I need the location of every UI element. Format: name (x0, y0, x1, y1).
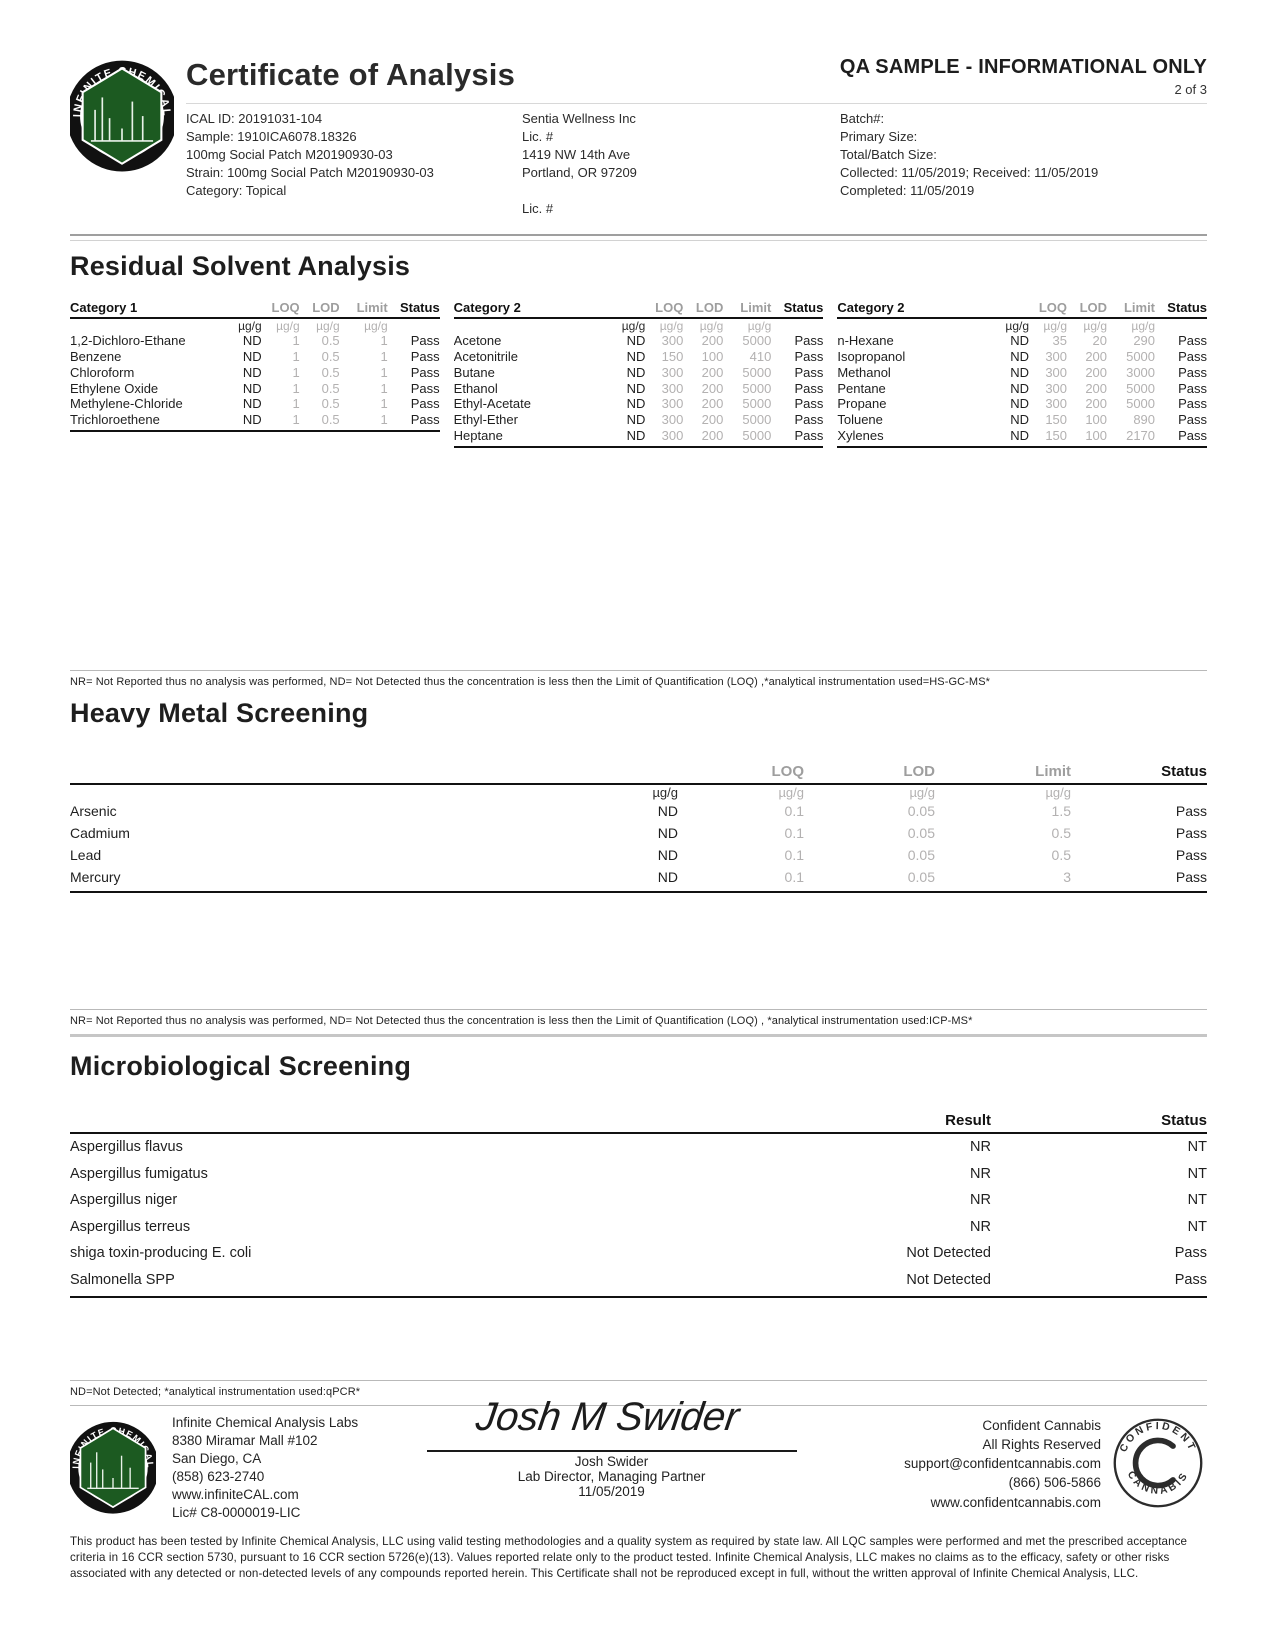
status-value: Pass (410, 396, 440, 412)
lab-contact-info (172, 1414, 422, 1522)
cc-logo-top-text: CONFIDENT (1118, 1421, 1198, 1455)
analyte-name: Ethylene Oxide (70, 380, 159, 396)
svg-text:CONFIDENT (1118, 1421, 1198, 1454)
confident-cannabis-line: Confident Cannabis (982, 1418, 1101, 1434)
result-value: ND (1010, 428, 1030, 444)
result-value: ND (242, 396, 262, 412)
status-value: Pass (1175, 847, 1207, 864)
result-value: ND (1010, 412, 1030, 428)
microbiological-row (70, 1134, 1207, 1161)
column-header-loq: LOQ (271, 300, 300, 315)
loq-value: 300 (661, 412, 684, 428)
qa-banner: QA SAMPLE - INFORMATIONAL ONLY (839, 56, 1207, 78)
loq-value: 0.1 (784, 847, 804, 864)
confident-cannabis-info (802, 1416, 1101, 1512)
loq-value: 150 (1045, 412, 1068, 428)
limit-value: 5000 (742, 396, 772, 412)
header (70, 56, 1207, 218)
confident-cannabis-logo-icon (1111, 1416, 1207, 1515)
loq-value: 0.1 (784, 825, 804, 842)
result-value: ND (242, 380, 262, 396)
microbiological-row (70, 1267, 1207, 1294)
solvent-row (837, 365, 1207, 381)
status-value: Pass (1175, 825, 1207, 842)
status-value: NT (1187, 1192, 1207, 1209)
analyte-name: Propane (837, 396, 887, 412)
client-info-line: 1419 NW 14th Ave (522, 147, 631, 162)
status-value: Pass (1174, 1271, 1207, 1288)
analyte-name: Aspergillus fumigatus (70, 1165, 208, 1182)
status-value: Pass (410, 348, 440, 364)
limit-value: 5000 (1126, 348, 1156, 364)
status-value: Pass (794, 380, 824, 396)
lab-info-line: Infinite Chemical Analysis Labs (172, 1415, 359, 1431)
heavy-metal-table (70, 763, 1207, 893)
loq-value: 1 (292, 380, 300, 396)
result-value: ND (626, 412, 646, 428)
solvent-row (70, 365, 440, 381)
analyte-name: Trichloroethene (70, 412, 160, 428)
confident-cannabis-line: (866) 506-5866 (1008, 1475, 1101, 1491)
page-number: 2 of 3 (1174, 82, 1207, 97)
status-value: Pass (410, 364, 440, 380)
lod-value: 0.05 (907, 825, 935, 842)
limit-value: 1 (380, 348, 388, 364)
analyte-name: Arsenic (70, 803, 117, 820)
sample-info (186, 110, 522, 218)
limit-value: 1 (380, 396, 388, 412)
column-header-status: Status (1161, 763, 1207, 781)
result-value: ND (626, 396, 646, 412)
solvent-row (454, 412, 824, 428)
client-info-line: Sentia Wellness Inc (522, 111, 636, 126)
column-header-status: Status (783, 300, 824, 315)
result-value: ND (1010, 396, 1030, 412)
status-value: Pass (1175, 803, 1207, 820)
loq-value: 150 (661, 348, 684, 364)
note-residual-solvents: NR= Not Reported thus no analysis was performed, ND= Not Detected thus the concentration is less then the Limit of Quantification (LOQ) ,*analytical instrumentation used=HS-GC-MS* (70, 670, 1207, 688)
client-info-line: Lic. # (522, 201, 554, 216)
units-row: µg/g µg/g µg/g µg/g (238, 319, 388, 333)
loq-value: 0.1 (784, 869, 804, 886)
batch-info-line: Batch#: (840, 111, 885, 126)
note-microbiological: ND=Not Detected; *analytical instrumentation used:qPCR* (70, 1380, 1207, 1406)
column-header-limit: Limit (740, 300, 772, 315)
certificate-title: Certificate of Analysis (186, 57, 516, 92)
analyte-name: Methanol (837, 364, 891, 380)
column-header-limit: Limit (356, 300, 388, 315)
batch-info-line: Total/Batch Size: (840, 147, 937, 162)
category-header: Category 2 (453, 300, 521, 315)
result-value: ND (657, 869, 678, 886)
status-value: Pass (1178, 396, 1208, 412)
microbiological-row (70, 1187, 1207, 1214)
status-value: Pass (794, 396, 824, 412)
lod-value: 0.5 (321, 364, 340, 380)
column-header-loq: LOQ (655, 300, 684, 315)
section-title-residual-solvents: Residual Solvent Analysis (70, 251, 411, 281)
limit-value: 1 (380, 380, 388, 396)
loq-value: 300 (1045, 364, 1068, 380)
status-value: Pass (1178, 348, 1208, 364)
limit-value: 0.5 (1051, 825, 1071, 842)
analyte-name: Methylene-Chloride (70, 396, 183, 412)
loq-value: 35 (1052, 333, 1068, 348)
lod-value: 200 (701, 396, 724, 412)
analyte-name: Pentane (837, 380, 886, 396)
status-value: Pass (1178, 412, 1208, 428)
limit-value: 890 (1133, 412, 1156, 428)
analyte-name: Aspergillus niger (70, 1192, 178, 1209)
sample-info-line: Sample: 1910ICA6078.18326 (186, 129, 357, 144)
loq-value: 300 (661, 364, 684, 380)
category-header: Category 1 (70, 300, 138, 315)
lab-info-line: (858) 623-2740 (172, 1469, 265, 1485)
loq-value: 1 (292, 333, 300, 348)
lab-info-line: Lic# C8-0000019-LIC (172, 1505, 301, 1521)
solvent-row (454, 428, 824, 444)
result-value: NR (970, 1165, 991, 1182)
solvent-row (837, 381, 1207, 397)
result-value: ND (626, 333, 646, 348)
microbiological-table (70, 1112, 1207, 1298)
status-value: Pass (794, 364, 824, 380)
units-row: µg/g µg/g µg/g µg/g (621, 319, 772, 333)
result-value: ND (1010, 333, 1030, 348)
sample-info-line: ICAL ID: 20191031-104 (186, 111, 323, 126)
result-value: ND (242, 412, 262, 428)
lod-value: 0.05 (907, 847, 935, 864)
category-header: Category 2 (837, 300, 905, 315)
result-value: ND (242, 348, 262, 364)
sample-info-line: Category: Topical (186, 183, 287, 198)
analyte-name: Acetone (453, 333, 502, 348)
result-value: ND (1010, 364, 1030, 380)
result-value: ND (626, 428, 646, 444)
loq-value: 1 (292, 364, 300, 380)
column-header-result: Result (945, 1112, 991, 1130)
section-divider (70, 234, 1207, 241)
solvent-tables (70, 300, 1207, 448)
analyte-name: Heptane (453, 428, 503, 444)
lod-value: 100 (1085, 412, 1108, 428)
loq-value: 300 (661, 380, 684, 396)
status-value: Pass (794, 348, 824, 364)
result-value: ND (242, 333, 262, 348)
sample-info-line: Strain: 100mg Social Patch M20190930-03 (186, 165, 434, 180)
analyte-name: Chloroform (70, 364, 135, 380)
lod-value: 0.5 (321, 380, 340, 396)
status-value: Pass (1175, 869, 1207, 886)
analyte-name: Ethanol (453, 380, 498, 396)
batch-info (840, 110, 1207, 218)
heavy-metal-row (70, 844, 1207, 866)
column-header-lod: LOD (1079, 300, 1108, 315)
status-value: NT (1187, 1165, 1207, 1182)
column-header-limit: Limit (1123, 300, 1156, 315)
solvent-row (70, 349, 440, 365)
status-value: Pass (1178, 333, 1208, 348)
column-header-lod: LOD (903, 763, 935, 781)
heavy-metal-row (70, 866, 1207, 888)
analyte-name: Acetonitrile (453, 348, 518, 364)
loq-value: 1 (292, 348, 300, 364)
client-info-line: Portland, OR 97209 (522, 165, 637, 180)
lod-value: 200 (1085, 396, 1108, 412)
status-value: Pass (794, 428, 824, 444)
column-header-status: Status (1161, 1112, 1207, 1130)
lod-value: 200 (701, 333, 724, 348)
status-value: Pass (410, 412, 440, 428)
microbiological-row (70, 1161, 1207, 1188)
lod-value: 0.05 (907, 869, 935, 886)
batch-info-line: Completed: 11/05/2019 (840, 183, 975, 198)
solvent-row (837, 333, 1207, 349)
client-info (522, 110, 840, 218)
status-value: Pass (794, 412, 824, 428)
disclaimer: This product has been tested by Infinite Chemical Analysis, LLC using valid testing methodologies and a quality system as required by state law. All LQC samples were performed and met the prescribed acceptance criteria in 16 CCR section 5730, pursuant to 16 CCR section 5726(e)(13). Values reported relate only to the product tested. Infinite Chemical Analysis, LLC makes no claims as to the efficacy, safety or other risks associated with any detected or non-detected levels of any compounds reported herein. This Certificate shall not be reproduced except in full, without the written approval of Infinite Chemical Analysis, LLC. (70, 1535, 1188, 1581)
loq-value: 150 (1045, 428, 1068, 444)
analyte-name: Toluene (837, 412, 883, 428)
status-value: Pass (1178, 428, 1208, 444)
column-header-lod: LOD (312, 300, 340, 315)
heavy-metal-row (70, 800, 1207, 822)
loq-value: 1 (292, 412, 300, 428)
lab-info-line: www.infiniteCAL.com (172, 1487, 299, 1503)
limit-value: 3 (1063, 869, 1071, 886)
lod-value: 200 (1085, 348, 1108, 364)
solvent-row (454, 333, 824, 349)
signature-block (422, 1386, 802, 1499)
column-header-limit: Limit (1035, 763, 1071, 781)
section-title-microbiological: Microbiological Screening (70, 1051, 412, 1082)
signature-line (427, 1450, 797, 1452)
solvent-table-category-2b (837, 300, 1207, 448)
lod-value: 200 (701, 380, 724, 396)
status-value: Pass (410, 333, 440, 348)
ical-logo-icon-footer (70, 1418, 158, 1519)
units-row: µg/g µg/g µg/g µg/g (652, 785, 1071, 801)
loq-value: 300 (661, 396, 684, 412)
limit-value: 1 (380, 412, 388, 428)
batch-info-line: Collected: 11/05/2019; Received: 11/05/2019 (840, 165, 1099, 180)
result-value: Not Detected (906, 1271, 991, 1288)
lod-value: 0.5 (321, 348, 340, 364)
analyte-name: Butane (453, 364, 495, 380)
svg-text:Josh M Swider: Josh M Swider (472, 1394, 742, 1439)
analyte-name: Lead (70, 847, 102, 864)
limit-value: 3000 (1126, 364, 1156, 380)
analyte-name: n-Hexane (837, 333, 894, 348)
lod-value: 0.5 (321, 412, 340, 428)
status-value: NT (1187, 1218, 1207, 1235)
note-heavy-metals: NR= Not Reported thus no analysis was performed, ND= Not Detected thus the concentration is less then the Limit of Quantification (LOQ) , *analytical instrumentation used:ICP-MS* (70, 1009, 1207, 1037)
limit-value: 5000 (742, 380, 772, 396)
result-value: ND (1010, 380, 1030, 396)
solvent-row (454, 365, 824, 381)
sample-info-line: 100mg Social Patch M20190930-03 (186, 147, 393, 162)
ical-logo-icon (70, 56, 178, 177)
analyte-name: Cadmium (70, 825, 130, 842)
limit-value: 1 (380, 333, 388, 348)
signatory-title: Lab Director, Managing Partner (517, 1469, 706, 1485)
loq-value: 300 (1045, 348, 1068, 364)
lod-value: 200 (701, 428, 724, 444)
result-value: Not Detected (906, 1245, 991, 1262)
analyte-name: Benzene (70, 348, 122, 364)
lod-value: 200 (1085, 364, 1108, 380)
solvent-row (70, 396, 440, 412)
result-value: ND (626, 364, 646, 380)
result-value: NR (970, 1139, 991, 1156)
solvent-row (70, 333, 440, 349)
limit-value: 5000 (1126, 396, 1156, 412)
column-header-loq: LOQ (1038, 300, 1068, 315)
lod-value: 0.05 (907, 803, 935, 820)
status-value: Pass (794, 333, 824, 348)
solvent-table-category-1 (70, 300, 440, 448)
result-value: ND (657, 825, 678, 842)
limit-value: 5000 (742, 364, 772, 380)
analyte-name: Aspergillus flavus (70, 1139, 183, 1156)
lod-value: 200 (701, 412, 724, 428)
solvent-row (837, 396, 1207, 412)
confident-cannabis-line: All Rights Reserved (982, 1437, 1101, 1453)
analyte-name: Aspergillus terreus (70, 1218, 191, 1235)
lod-value: 100 (701, 348, 724, 364)
lod-value: 100 (1085, 428, 1108, 444)
solvent-row (837, 428, 1207, 444)
result-value: ND (626, 348, 646, 364)
loq-value: 300 (1045, 380, 1068, 396)
heavy-metal-row (70, 822, 1207, 844)
solvent-row (837, 412, 1207, 428)
limit-value: 410 (749, 348, 772, 364)
signature-date: 11/05/2019 (578, 1484, 645, 1500)
limit-value: 290 (1133, 333, 1156, 348)
client-info-line (522, 182, 840, 200)
loq-value: 300 (661, 333, 684, 348)
analyte-name: Isopropanol (837, 348, 906, 364)
limit-value: 1 (380, 364, 388, 380)
column-header-status: Status (1167, 300, 1208, 315)
limit-value: 5000 (742, 428, 772, 444)
solvent-row (70, 381, 440, 397)
column-header-loq: LOQ (771, 763, 804, 781)
analyte-name: Xylenes (837, 428, 884, 444)
cc-logo-bottom-text: CANNABIS (1124, 1469, 1192, 1498)
batch-info-line: Primary Size: (840, 129, 918, 144)
lod-value: 20 (1092, 333, 1108, 348)
lod-value: 200 (1085, 380, 1108, 396)
status-value: Pass (1178, 364, 1208, 380)
limit-value: 5000 (742, 412, 772, 428)
column-header-status: Status (399, 300, 440, 315)
status-value: NT (1187, 1139, 1207, 1156)
confident-cannabis-line: www.confidentcannabis.com (930, 1494, 1101, 1510)
loq-value: 300 (1045, 396, 1068, 412)
result-value: ND (626, 380, 646, 396)
result-value: ND (242, 364, 262, 380)
analyte-name: Salmonella SPP (70, 1271, 175, 1288)
units-row: µg/g µg/g µg/g µg/g (1005, 319, 1156, 333)
lod-value: 0.5 (321, 396, 340, 412)
solvent-row (70, 412, 440, 428)
lod-value: 200 (701, 364, 724, 380)
signature-script-icon (422, 1386, 802, 1450)
section-title-heavy-metals: Heavy Metal Screening (70, 698, 369, 729)
footer (70, 1394, 1207, 1522)
header-rule (186, 103, 1207, 104)
solvent-row (454, 349, 824, 365)
analyte-name: Ethyl-Ether (453, 412, 518, 428)
microbiological-row (70, 1240, 1207, 1267)
analyte-name: shiga toxin-producing E. coli (70, 1245, 252, 1262)
microbiological-row (70, 1214, 1207, 1241)
solvent-row (454, 396, 824, 412)
limit-value: 0.5 (1051, 847, 1071, 864)
result-value: ND (1010, 348, 1030, 364)
limit-value: 5000 (742, 333, 772, 348)
result-value: NR (970, 1218, 991, 1235)
status-value: Pass (1178, 380, 1208, 396)
client-info-line: Lic. # (522, 129, 554, 144)
loq-value: 1 (292, 396, 300, 412)
loq-value: 0.1 (784, 803, 804, 820)
analyte-name: Ethyl-Acetate (453, 396, 531, 412)
result-value: ND (657, 847, 678, 864)
analyte-name: Mercury (70, 869, 121, 886)
column-header-lod: LOD (695, 300, 724, 315)
confident-cannabis-line: support@confidentcannabis.com (904, 1456, 1101, 1472)
lod-value: 0.5 (321, 333, 340, 348)
lab-info-line: 8380 Miramar Mall #102 (172, 1433, 318, 1449)
status-value: Pass (410, 380, 440, 396)
solvent-row (454, 381, 824, 397)
solvent-table-category-2a (454, 300, 824, 448)
result-value: ND (657, 803, 678, 820)
result-value: NR (970, 1192, 991, 1209)
limit-value: 5000 (1126, 380, 1156, 396)
status-value: Pass (1174, 1245, 1207, 1262)
signatory-name: Josh Swider (574, 1454, 649, 1470)
analyte-name: 1,2-Dichloro-Ethane (70, 333, 186, 348)
lab-info-line: San Diego, CA (172, 1451, 262, 1467)
limit-value: 2170 (1126, 428, 1156, 444)
solvent-row (837, 349, 1207, 365)
loq-value: 300 (661, 428, 684, 444)
limit-value: 1.5 (1051, 803, 1071, 820)
